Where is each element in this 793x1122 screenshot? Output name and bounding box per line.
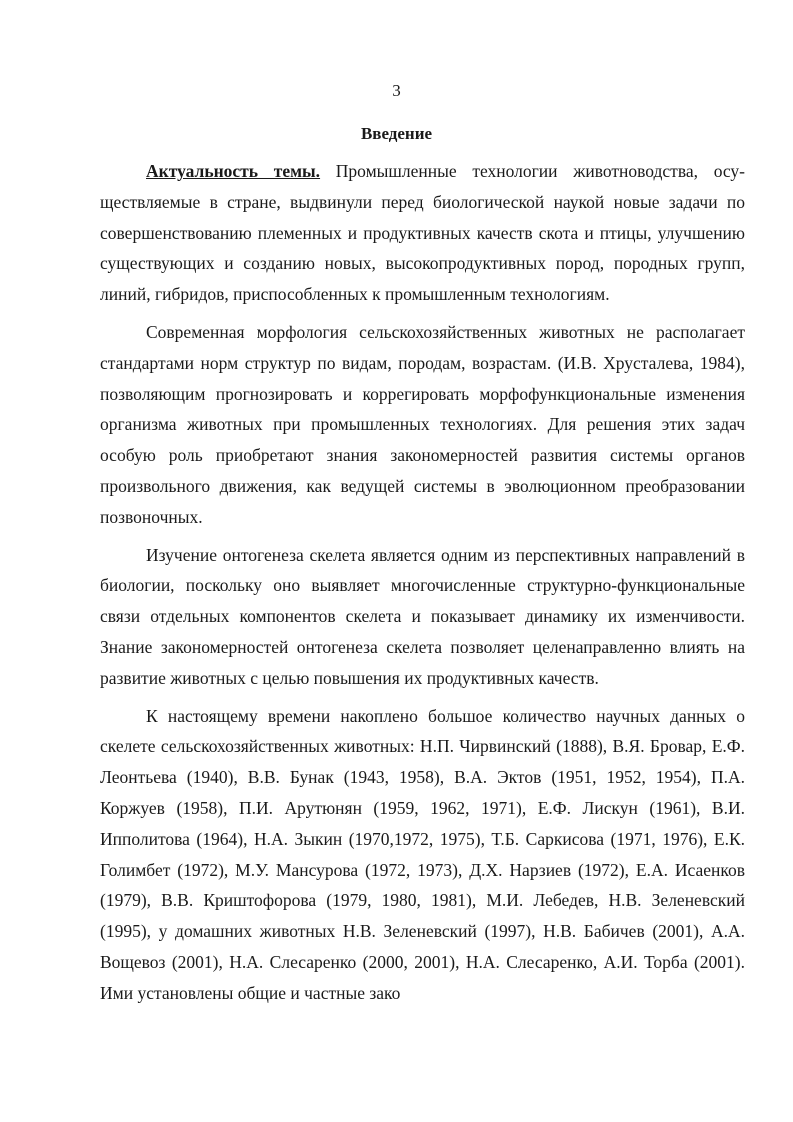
paragraph-text: Промышленные технологии животноводства, осуществляемые в стране, выдвинули перед биологической наукой новые задачи по совершенствованию племенных и продуктивных качеств скота и птицы, улучшению существующих и созданию новых, высокопродуктивных пород, породных групп, линий, гибридов, приспособленных к промышленным технологиям. — [100, 161, 745, 305]
paragraph-morphology — [100, 317, 745, 533]
paragraph-text: Современная морфология сельскохозяйственных животных не располагает стандартами норм структур по видам, породам, возрастам. (И.В. Хрусталева, 1984), позволяющим прогнозировать и коррегировать морфофункциональные изменения организма животных при промышленных технологиях. Для решения этих задач особую роль приобретают знания закономерностей развития системы органов произвольного движения, как ведущей системы в эволюционном преобразовании позвоночных. — [100, 321, 745, 527]
section-heading: Введение — [360, 124, 433, 143]
body-text — [100, 156, 745, 1016]
paragraph-ontogenesis — [100, 540, 745, 694]
paragraph-literature-review — [100, 701, 745, 1009]
paragraph-text: К настоящему времени накоплено большое количество научных данных о скелете сельскохозяйственных животных: Н.П. Чирвинский (1888), В.Я. Бровар, Е.Ф. Леонтьева (1940), В.В. Бунак (1943, 1958), В.А. Эктов (1951, 1952, 1954), П.А. Коржуев (1958), П.И. Арутюнян (1959, 1962, 1971), Е.Ф. Лискун (1961), В.И. Ипполитова (1964), Н.А. Зыкин (1970,1972, 1975), Т.Б. Саркисова (1971, 1976), Е.К. Голимбет (1972), М.У. Мансурова (1972, 1973), Д.Х. Нарзиев (1972), Е.А. Исаенков (1979), В.В. Криштофорова (1979, 1980, 1981), М.И. Лебедев, Н.В. Зеленевский (1995), у домашних животных Н.В. Зеленевский (1997), Н.В. Бабичев (2001), А.А. Вощевоз (2001), Н.А. Слесаренко (2000, 2001), Н.А. Слесаренко, А.И. Торба (2001). Ими установлены общие и частные зако — [100, 705, 745, 1003]
page-number: 3 — [392, 81, 401, 100]
paragraph-text: Изучение онтогенеза скелета является одним из перспективных направлений в биологии, поскольку оно выявляет многочисленные структурно-функциональные связи отдельных компонентов скелета и показывает динамику их изменчивости. Знание закономерностей онтогенеза скелета позволяет целенаправленно влиять на развитие животных с целью повышения их продуктивных качеств. — [100, 544, 745, 688]
relevance-label: Актуальность темы. — [146, 161, 321, 181]
paragraph-relevance — [100, 156, 745, 310]
